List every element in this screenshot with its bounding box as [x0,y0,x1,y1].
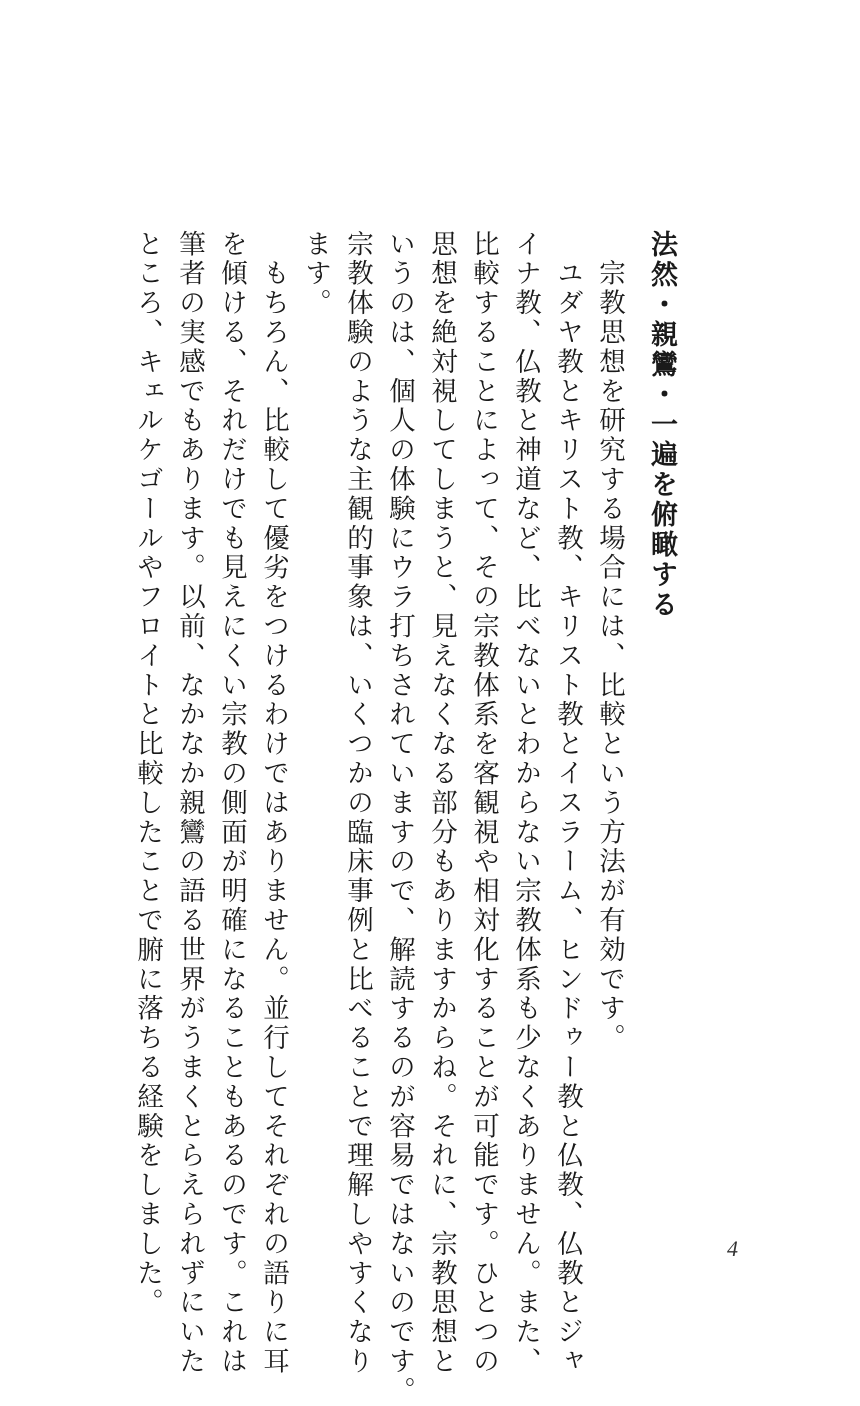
text-line: ユダヤ教とキリスト教、キリスト教とイスラーム、ヒンドゥー教と仏教、仏教とジャ [552,230,583,1377]
text-line: イナ教、仏教と神道など、比べないとわからない宗教体系も少なくありません。また、 [510,230,541,1377]
text-line: 比較することによって、その宗教体系を客観視や相対化することが可能です。ひとつの [468,230,499,1377]
text-line: 宗教思想を研究する場合には、比較という方法が有効です。 [594,230,625,1054]
text-line: を傾ける、それだけでも見えにくい宗教の側面が明確になることもあるのです。これは [216,230,247,1377]
text-line: 筆者の実感でもあります。以前、なかなか親鸞の語る世界がうまくとらえられずにいた [174,230,205,1377]
section-heading: 法然・親鸞・一遍を俯瞰する [646,230,677,620]
page-number: 4 [727,1236,738,1261]
text-line: 宗教体験のような主観的事象は、いくつかの臨床事例と比べることで理解しやすくなり [342,230,373,1377]
text-line: ます。 [300,230,331,319]
text-line: ところ、キェルケゴールやフロイトと比較したことで腑に落ちる経験をしました。 [132,230,163,1318]
vertical-text-block [126,230,682,1406]
text-line: 思想を絶対視してしまうと、見えなくなる部分もありますからね。それに、宗教思想と [426,230,457,1377]
text-line: もちろん、比較して優劣をつけるわけではありません。並行してそれぞれの語りに耳 [258,230,289,1377]
text-line: いうのは、個人の体験にウラ打ちされていますので、解読するのが容易ではないのです。 [384,230,415,1406]
